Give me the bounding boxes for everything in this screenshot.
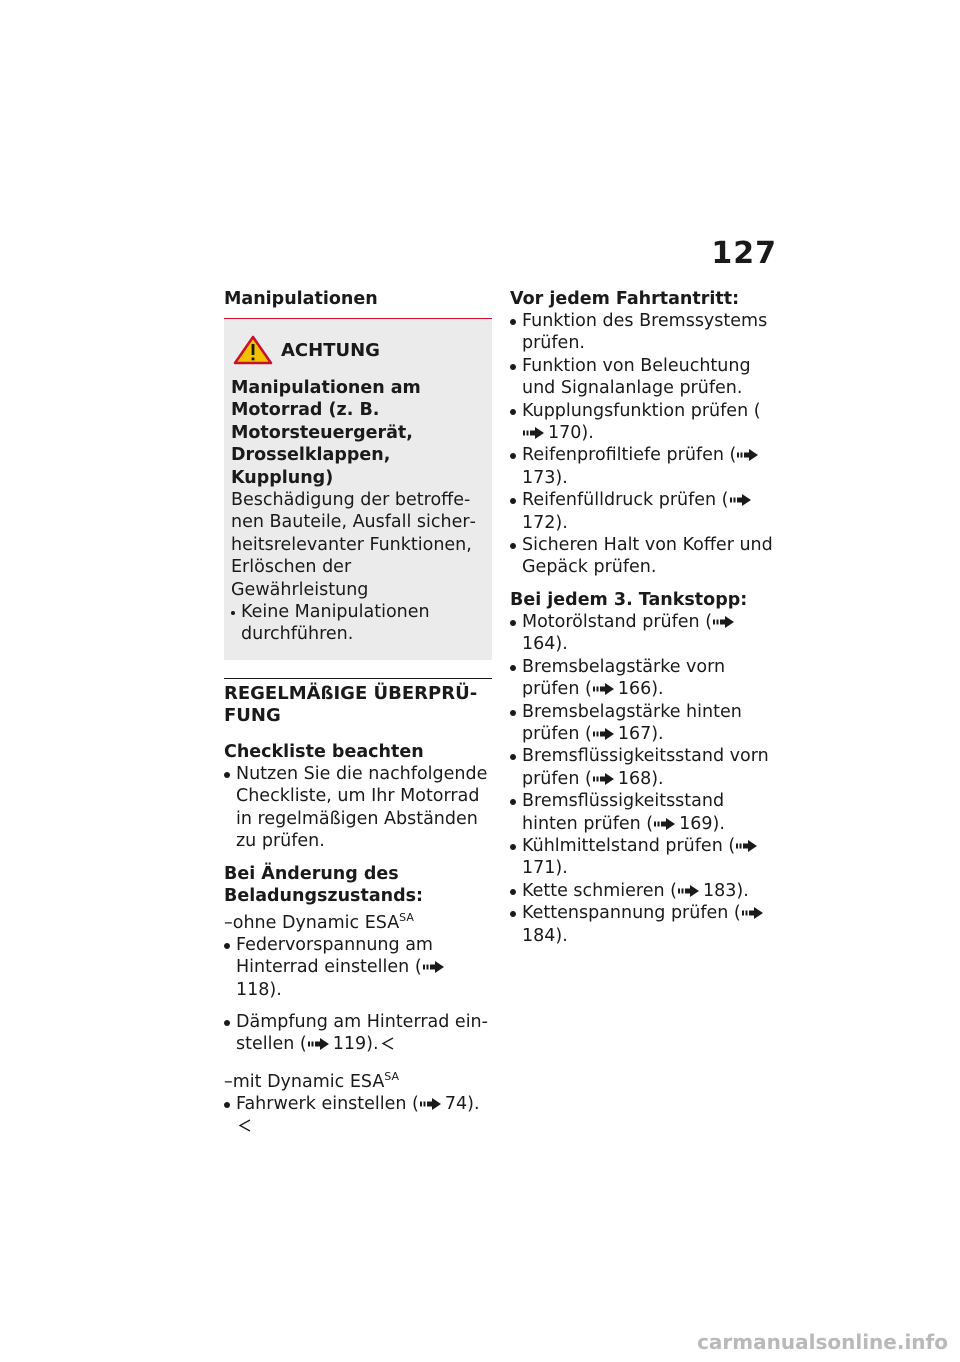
page-reference[interactable]: 74	[444, 1094, 468, 1114]
warning-header	[233, 335, 485, 365]
item-tail: ).	[651, 723, 664, 744]
page-ref-arrow-icon	[742, 907, 764, 919]
load-change-heading: Bei Änderung des Beladungszustands:	[224, 863, 424, 906]
item-text: Kühlmittelstand prüfen (	[522, 835, 736, 856]
page-reference[interactable]: 170	[548, 423, 582, 444]
page-ref-arrow-icon	[736, 840, 758, 852]
list-item	[510, 611, 782, 656]
item-text: Bremsbelagstärke hinten prüfen (	[522, 701, 742, 744]
page-reference[interactable]: 167	[617, 723, 652, 744]
page-reference[interactable]: 168	[617, 768, 652, 789]
warning-actions	[231, 601, 485, 646]
item-tail: ).	[651, 679, 664, 700]
item-tail: ).	[467, 1094, 480, 1114]
page-reference[interactable]: 171	[522, 858, 556, 879]
with-esa-label: mit Dynamic ESA	[232, 1071, 385, 1092]
page-ref-arrow-icon	[678, 885, 700, 897]
item-text: Fahrwerk einstellen (	[236, 1094, 419, 1114]
before-ride-heading: Vor jedem Fahrtantritt:	[510, 289, 740, 309]
page-ref-arrow-icon	[593, 773, 615, 785]
page-ref-arrow-icon	[713, 616, 735, 628]
item-tail: ).	[366, 1034, 379, 1055]
item-text: Bremsflüssigkeitsstand hinten prüfen (	[522, 791, 725, 834]
warning-subject: Manipulationen am Motorrad (z. B. Motorsteuergerät, Drosselklappen, Kupplung)	[231, 378, 421, 488]
item-tail: ).	[736, 880, 749, 901]
without-esa-label: ohne Dynamic ESA	[232, 912, 400, 933]
item-text: Funktion des Bremssystems prüfen.	[522, 311, 768, 354]
list-item	[510, 656, 782, 701]
before-ride-list	[510, 310, 782, 579]
page-ref-arrow-icon	[654, 818, 676, 830]
item-tail: ).	[712, 813, 725, 834]
list-item	[510, 745, 782, 790]
page-ref-arrow-icon	[730, 494, 752, 506]
warning-title: ACHTUNG	[281, 339, 380, 361]
item-text: Federvorspannung am Hinterrad einstellen (	[236, 934, 433, 978]
warning-consequence: Beschädigung der betroffenen Bauteile, Ausfall sicherheitsrelevanter Funktionen, Erlöschen der Gewährleistung	[231, 490, 476, 600]
page-reference[interactable]: 166	[617, 679, 652, 700]
page-reference[interactable]: 169	[679, 813, 713, 834]
list-item	[510, 880, 782, 902]
item-text: Bremsflüssigkeitsstand vorn prüfen (	[522, 746, 769, 789]
checklist-item: Nutzen Sie die nachfolgende Checkliste, um Ihr Motorrad in regelmäßigen Abständen zu prüfen.	[224, 763, 492, 853]
item-tail: ).	[651, 768, 664, 789]
page-number: 127	[711, 236, 777, 271]
page-reference[interactable]: 183	[703, 880, 737, 901]
without-esa-list	[224, 934, 492, 1056]
warning-triangle-icon	[233, 335, 273, 365]
page-ref-arrow-icon	[423, 961, 445, 973]
list-item	[510, 902, 782, 947]
item-text: Reifenprofiltiefe prüfen (	[522, 445, 737, 466]
right-column	[510, 288, 782, 947]
list-item	[510, 355, 782, 400]
list-item	[510, 701, 782, 746]
section-end-icon	[238, 1119, 251, 1132]
list-item	[510, 835, 782, 880]
sa-mark: SA	[399, 910, 414, 924]
item-tail: ).	[555, 925, 568, 946]
page-ref-arrow-icon	[737, 449, 759, 461]
page-reference[interactable]: 164	[522, 634, 556, 655]
list-item	[510, 534, 782, 579]
item-text: Funktion von Beleuchtung und Signalanlage prüfen.	[522, 355, 751, 399]
page-ref-arrow-icon	[593, 683, 615, 695]
item-text: Kette schmieren (	[522, 880, 677, 901]
item-tail: ).	[555, 634, 568, 655]
item-text: Kupplungsfunktion prüfen (	[522, 400, 761, 421]
tank-stop-heading: Bei jedem 3. Tankstopp:	[510, 589, 748, 610]
with-esa-line: –mit Dynamic $ESA^{SA}$	[224, 1069, 400, 1092]
manipulation-heading: Manipulationen	[224, 289, 378, 309]
list-item	[224, 934, 492, 1001]
list-item	[510, 489, 782, 534]
page-reference[interactable]: 173	[522, 467, 556, 488]
sa-mark: SA	[384, 1069, 400, 1083]
item-tail: ).	[555, 467, 568, 488]
item-text: Reifenfülldruck prüfen (	[522, 490, 729, 511]
list-item	[510, 444, 782, 489]
page-reference[interactable]: 172	[522, 512, 556, 533]
checklist-list	[224, 763, 492, 853]
page-reference[interactable]: 119	[332, 1034, 367, 1055]
page-reference[interactable]: 184	[522, 925, 556, 946]
item-text: Dämpfung am Hinterrad einstellen (	[236, 1011, 488, 1055]
item-tail: ).	[581, 423, 594, 444]
list-item	[510, 790, 782, 835]
list-item	[224, 1011, 492, 1056]
checklist-heading: Checkliste beachten	[224, 741, 424, 762]
section-end-icon	[381, 1037, 394, 1050]
without-esa-line: –ohne Dynamic $ESA^{SA}$	[224, 910, 414, 933]
page-ref-arrow-icon	[308, 1038, 330, 1050]
section-heading: REGELMÄßIGE ÜBERPRÜFUNG	[224, 678, 492, 727]
page-ref-arrow-icon	[523, 427, 545, 439]
with-esa-list	[224, 1093, 492, 1138]
watermark: carmanualsonline.info	[697, 1330, 948, 1354]
item-text: Bremsbelagstärke vorn prüfen (	[522, 656, 726, 700]
page-ref-arrow-icon	[420, 1098, 442, 1110]
page-reference[interactable]: 118	[236, 979, 270, 1000]
warning-box	[224, 318, 492, 660]
list-item	[224, 1093, 492, 1138]
page-ref-arrow-icon	[593, 728, 615, 740]
item-text: Kettenspannung prüfen (	[522, 903, 741, 924]
warning-action-item: Keine Manipulationen durchführen.	[231, 601, 485, 646]
list-item	[510, 310, 782, 355]
tank-stop-list	[510, 611, 782, 947]
item-text: Motorölstand prüfen (	[522, 611, 713, 632]
item-tail: ).	[555, 512, 568, 533]
item-tail: ).	[555, 858, 568, 879]
item-text: Sicheren Halt von Koffer und Gepäck prüfen.	[522, 535, 773, 578]
list-item	[510, 400, 782, 445]
item-tail: ).	[269, 979, 282, 1000]
left-column	[224, 288, 492, 1138]
